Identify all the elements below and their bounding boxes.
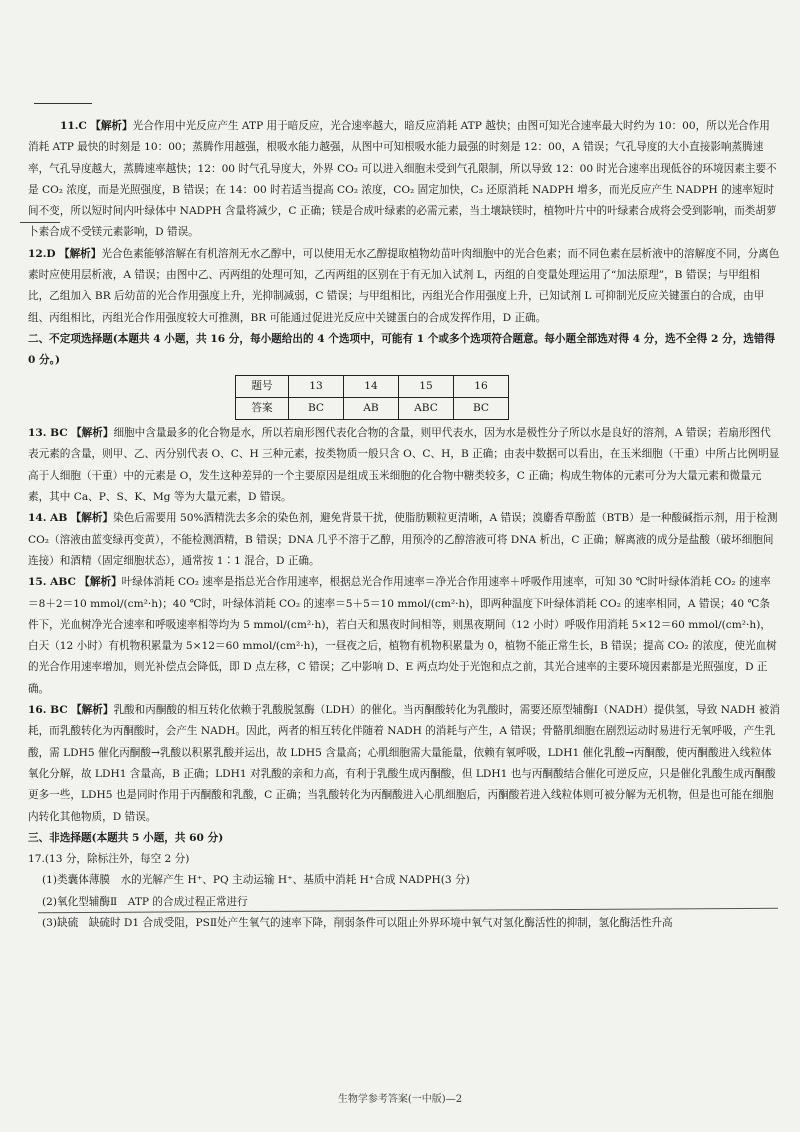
analysis-tag: 【解析】 (70, 512, 114, 525)
table-cell: 16 (454, 375, 509, 397)
top-rule (34, 103, 92, 104)
analysis-tag: 【解析】 (59, 247, 102, 260)
analysis-tag: 【解析】 (71, 427, 114, 440)
table-cell: 15 (399, 375, 454, 397)
section-2-heading: 二、不定项选择题(本题共 4 小题，共 16 分，每小题给出的 4 个选项中，可能有 1 个或多个选项符合题意。每小题全部选对得 4 分，选不全得 2 分，选错得 0 分。) (28, 332, 776, 367)
answer-15 (28, 572, 780, 700)
analysis-tag: 【解析】 (79, 576, 122, 589)
analysis-tag: 【解析】 (71, 704, 114, 717)
table-cell: 题号 (236, 375, 289, 397)
table-cell: BC (289, 397, 344, 419)
question-number: 15. ABC (28, 576, 76, 589)
answer-12 (28, 244, 780, 329)
table-row (236, 375, 509, 397)
question-number: 11.C (60, 120, 87, 132)
question-number: 12.D (28, 247, 56, 260)
q17-heading: 17.(13 分，除标注外，每空 2 分) (28, 853, 190, 866)
table-cell: ABC (399, 397, 454, 419)
answer-16 (28, 700, 780, 828)
answer-13 (28, 423, 780, 508)
question-number: 16. BC (28, 704, 68, 717)
table-cell: BC (454, 397, 509, 419)
answer-14 (28, 508, 780, 572)
analysis-text: 细胞中含量最多的化合物是水，所以若扇形图代表化合物的含量，则甲代表水，因为水是极性分子所以水是良好的溶剂，A 错误；若扇形图代表元素的含量，则甲、乙、丙分别代表 O、C、H 三种元素，按类物质一般只含 O、C、H，B 正确；由表中数据可以看出，在玉米细胞（干重）中所占比例明显高于人细胞（干重）中的元素是 O，发生这种差异的一个主要原因是组成玉米细胞的化合物中糖类较多，C 正确；构成生物体的元素可分为大量元素和微量元素，其中 Ca、P、S、K、Mg 等为大量元素，D 错误。 (28, 427, 780, 504)
table-cell: 答案 (236, 397, 289, 419)
analysis-text: 光合作用中光反应产生 ATP 用于暗反应，光合速率越大，暗反应消耗 ATP 越快；由图可知光合速率最大时约为 10：00，所以光合作用消耗 ATP 最快的时刻是 10：00；蒸腾作用越强，根吸水能力越强，从图中可知根吸水能力最强的时刻是 12：00，A 错误；气孔导度的大小直接影响蒸腾速率，气孔导度越大，蒸腾速率越快；12：00 时气孔导度大，外界 CO₂ 可以进入细胞未受到气孔限制，所以导致 12：00 时光合速率出现低谷的环境因素主要不是 CO₂ 浓度，而是光照强度，B 错误；在 14：00 时若适当提高 CO₂ 浓度，CO₂ 固定加快，C₃ 还原消耗 NADPH 增多，而光反应产生 NADPH 的速率短时间不变，所以短时间内叶绿体中 NADPH 含量将减少，C 正确；镁是合成叶绿素的必需元素，当土壤缺镁时，植物叶片中的叶绿素合成将会受到影响，而类胡萝卜素合成不受镁元素影响，D 错误。 (28, 120, 777, 239)
q17-line: (2)氧化型辅酶Ⅱ ATP 的合成过程正常进行 (42, 895, 248, 908)
table-row (236, 397, 509, 419)
answer-11 (28, 116, 780, 244)
analysis-text: 乳酸和丙酮酸的相互转化依赖于乳酸脱氢酶（LDH）的催化。当丙酮酸转化为乳酸时，需要还原型辅酶Ⅰ（NADH）提供氢，导致 NADH 被消耗，而乳酸转化为丙酮酸时，会产生 NADH。因此，两者的相互转化伴随着 NADH 的消耗与产生，A 错误；骨骼肌细胞在剧烈运动时易进行无氧呼吸，产生乳酸，需 LDH5 催化丙酮酸→乳酸以积累乳酸并运出，故 LDH5 含量高；心肌细胞需大量能量，依赖有氧呼吸，LDH1 催化乳酸→丙酮酸，使丙酮酸进入线粒体氧化分解，故 LDH1 含量高，B 正确；LDH1 对乳酸的亲和力高，有利于乳酸生成丙酮酸，但 LDH1 也与丙酮酸结合催化可逆反应，只是催化乳酸生成丙酮酸更多一些，LDH5 也是同时作用于丙酮酸和乳酸，C 正确；当乳酸转化为丙酮酸进入心肌细胞后，丙酮酸若进入线粒体则可被分解为无机物，但是也可能在细胞内转化其他物质，D 错误。 (28, 704, 780, 823)
analysis-text: 染色后需要用 50%酒精洗去多余的染色剂，避免背景干扰，使脂肪颗粒更清晰，A 错误；溴麝香草酚蓝（BTB）是一种酸碱指示剂，用于检测 CO₂（溶液由蓝变绿再变黄），不能检测酒精，B 错误；DNA 几乎不溶于乙醇，用预冷的乙醇溶液可将 DNA 析出，C 正确；解离液的成分是盐酸（破坏细胞间连接）和酒精（固定细胞状态），通常按 1∶1 混合，D 正确。 (28, 512, 778, 567)
page-footer: 生物学参考答案(一中版)—2 (337, 1094, 463, 1105)
answer-content (28, 116, 780, 934)
answer-table (235, 375, 509, 421)
analysis-text: 光合色素能够溶解在有机溶剂无水乙醇中，可以使用无水乙醇提取植物幼苗叶肉细胞中的光合色素；而不同色素在层析液中的溶解度不同，分离色素时应使用层析液，A 错误；由图中乙、丙两组的处理可知，乙丙两组的区别在于有无加入试剂 L，丙组的自变量处理运用了“加法原理”，B 错误；与甲组相比，乙组加入 BR 后幼苗的光合作用强度上升，光抑制减弱，C 错误；与甲组相比，丙组光合作用强度上升，已知试剂 L 可抑制光反应关键蛋白的合成，由甲组、丙组相比，丙组光合作用强度较大可推测，BR 可能通过促进光反应中关键蛋白的合成发挥作用，D 正确。 (28, 247, 780, 324)
table-cell: 13 (289, 375, 344, 397)
question-number: 13. BC (28, 427, 68, 440)
analysis-tag: 【解析】 (90, 120, 133, 132)
question-number: 14. AB (28, 512, 68, 525)
table-cell: 14 (344, 375, 399, 397)
section-3-heading: 三、非选择题(本题共 5 小题，共 60 分) (28, 831, 224, 844)
q17-line: (1)类囊体薄膜 水的光解产生 H⁺、PQ 主动运输 H⁺、基质中消耗 H⁺合成 NADPH(3 分) (42, 874, 470, 887)
analysis-text: 叶绿体消耗 CO₂ 速率是指总光合作用速率，根据总光合作用速率＝净光合作用速率＋呼吸作用速率，可知 30 ℃时叶绿体消耗 CO₂ 的速率＝8＋2＝10 mmol/(cm²·h)；40 ℃时，叶绿体消耗 CO₂ 的速率＝5＋5＝10 mmol/(cm²·h)，即两种温度下叶绿体消耗 CO₂ 的速率相同，A 错误；40 ℃条件下，光血树净光合速率和呼吸速率相等均为 5 mmol/(cm²·h)，若白天和黑夜时间相等，则黑夜期间（12 小时）呼吸作用消耗 5×12＝60 mmol/(cm²·h)，白天（12 小时）有机物积累量为 5×12＝60 mmol/(cm²·h)，一昼夜之后，植物有机物积累量为 0，植物不能正常生长，B 错误；提高 CO₂ 的浓度，使光血树的光合作用速率增加，则光补偿点会降低，即 D 点左移，C 错误；乙中影响 D、E 两点均处于光饱和点之前，其光合速率的主要环境因素都是光照强度，D 正确。 (28, 576, 777, 695)
q17-line: (3)缺硫 缺硫时 D1 合成受阻，PSⅡ处产生氧气的速率下降，削弱条件可以阻止外界环境中氧气对氢化酶活性的抑制，氢化酶活性升高 (42, 916, 673, 929)
table-cell: AB (344, 397, 399, 419)
